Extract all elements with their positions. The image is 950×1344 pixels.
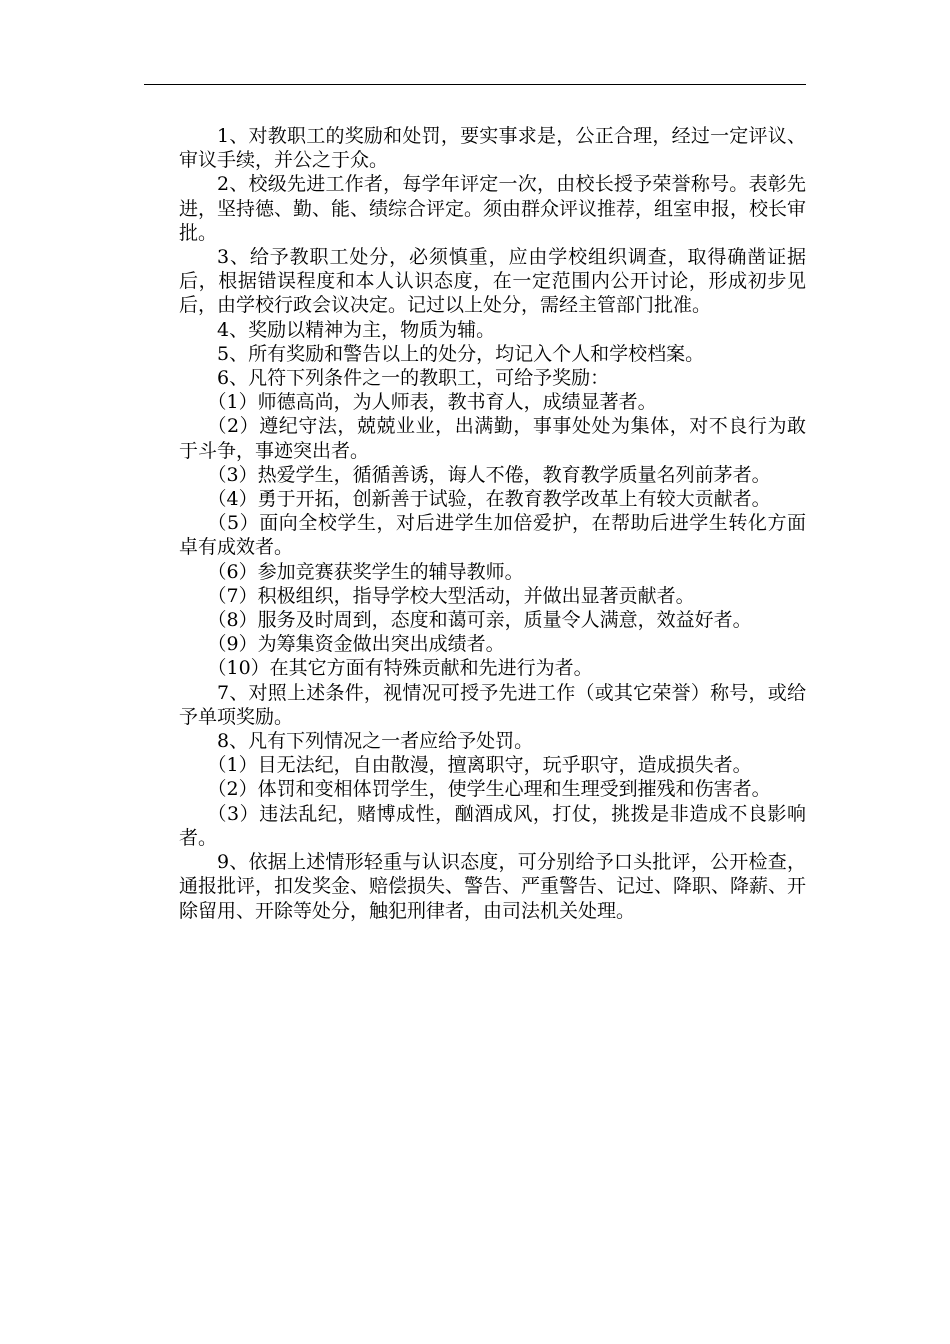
reward-condition-10: （10）在其它方面有特殊贡献和先进行为者。 xyxy=(207,657,593,680)
paragraph-2: 2、校级先进工作者，每学年评定一次，由校长授予荣誉称号。表彰先进，坚持德、勤、能、绩综合评定。须由群众评议推荐，组室申报，校长审批。 xyxy=(179,173,807,244)
paragraph-9: 9、依据上述情形轻重与认识态度，可分别给予口头批评，公开检查，通报批评，扣发奖金、赔偿损失、警告、严重警告、记过、降职、降薪、开除留用、开除等处分，触犯刑律者，由司法机关处理。 xyxy=(179,851,807,922)
reward-condition-7: （7）积极组织，指导学校大型活动，并做出显著贡献者。 xyxy=(207,584,695,607)
reward-condition-4: （4）勇于开拓，创新善于试验，在教育教学改革上有较大贡献者。 xyxy=(207,488,771,511)
reward-condition-5: （5）面向全校学生，对后进学生加倍爱护，在帮助后进学生转化方面卓有成效者。 xyxy=(179,512,806,559)
header-rule xyxy=(144,84,806,85)
penalty-condition-3: （3）违法乱纪，赌博成性，酗酒成风，打仗，挑拨是非造成不良影响者。 xyxy=(179,802,806,849)
reward-condition-9: （9）为筹集资金做出突出成绩者。 xyxy=(207,633,505,656)
paragraph-3: 3、给予教职工处分，必须慎重，应由学校组织调查，取得确凿证据后，根据错误程度和本人认识态度，在一定范围内公开讨论，形成初步见后，由学校行政会议决定。记过以上处分，需经主管部门批准。 xyxy=(179,246,806,317)
paragraph-6: 6、凡符下列条件之一的教职工，可给予奖励： xyxy=(217,367,610,390)
penalty-condition-1: （1）目无法纪，自由散漫，擅离职守，玩乎职守，造成损失者。 xyxy=(207,754,752,777)
paragraph-4: 4、奖励以精神为主，物质为辅。 xyxy=(217,318,496,341)
paragraph-5: 5、所有奖励和警告以上的处分，均记入个人和学校档案。 xyxy=(217,342,705,365)
paragraph-7: 7、对照上述条件，视情况可授予先进工作（或其它荣誉）称号，或给予单项奖励。 xyxy=(179,681,806,728)
reward-condition-1: （1）师德高尚，为人师表，教书育人，成绩显著者。 xyxy=(207,391,657,414)
reward-condition-2: （2）遵纪守法，兢兢业业，出满勤，事事处处为集体，对不良行为敢于斗争，事迹突出者。 xyxy=(179,415,806,462)
paragraph-8: 8、凡有下列情况之一者应给予处罚。 xyxy=(217,730,534,753)
reward-condition-3: （3）热爱学生，循循善诱，诲人不倦，教育教学质量名列前茅者。 xyxy=(207,463,771,486)
penalty-condition-2: （2）体罚和变相体罚学生，使学生心理和生理受到摧残和伤害者。 xyxy=(207,778,771,801)
document-body xyxy=(179,124,806,923)
reward-condition-6: （6）参加竞赛获奖学生的辅导教师。 xyxy=(207,560,524,583)
reward-condition-8: （8）服务及时周到，态度和蔼可亲，质量令人满意，效益好者。 xyxy=(207,609,752,632)
paragraph-1: 1、对教职工的奖励和处罚，要实事求是，公正合理，经过一定评议、审议手续，并公之于众。 xyxy=(179,125,806,172)
